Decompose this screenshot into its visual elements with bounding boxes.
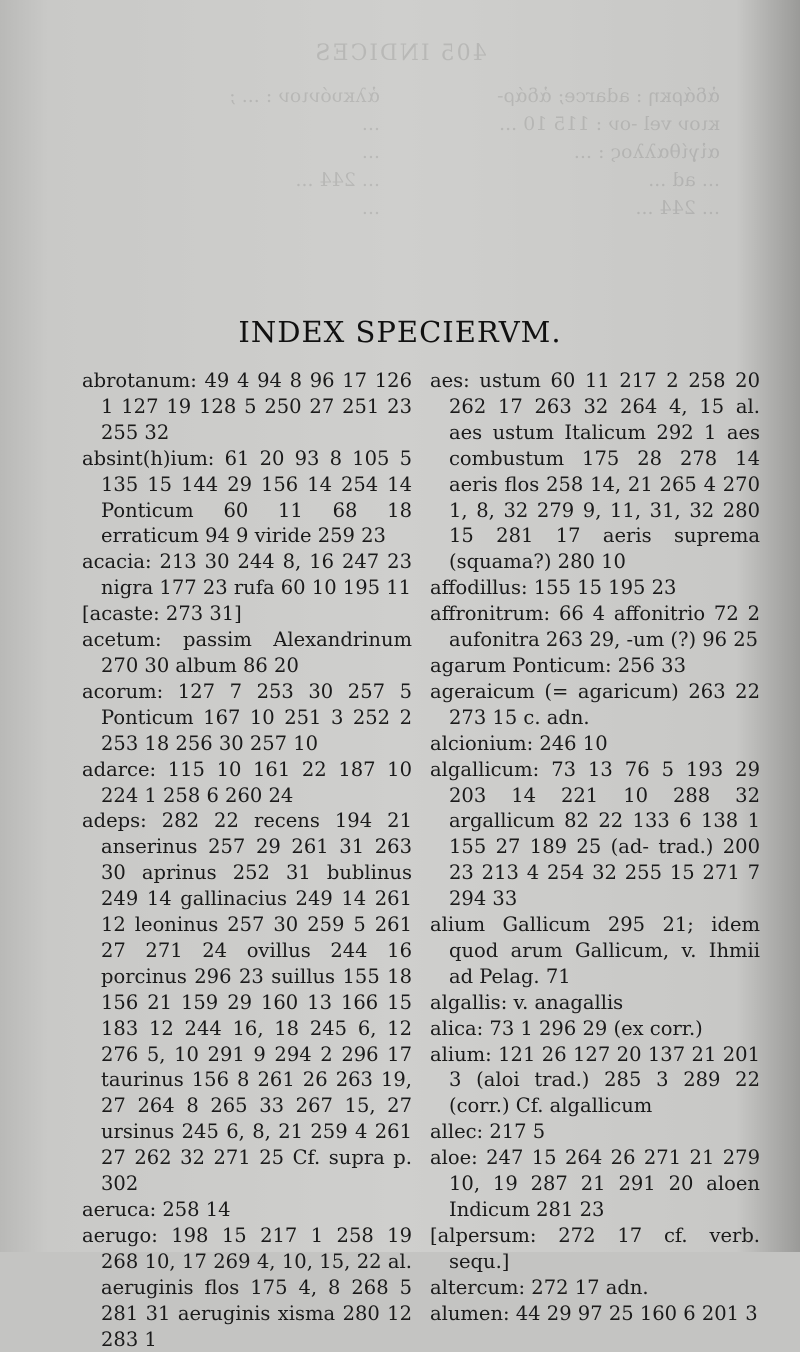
bleed-through-text (0, 0, 800, 310)
index-entry-alumen: alumen: 44 29 97 25 160 6 201 3 (430, 1301, 758, 1325)
index-entry-altercum: altercum: 272 17 adn. (430, 1275, 649, 1299)
bleed-left-column (390, 82, 720, 222)
bleed-line: ἀλκυόνιον : ... ; (229, 85, 380, 107)
right-column (430, 368, 760, 1327)
index-entry-affronitrum: affronitrum: 66 4 affonitrio 72 2 aufonitra 263 29, -um (?) 96 25 (430, 602, 760, 652)
index-entry-absinthium: absint(h)ium: 61 20 93 8 105 5 135 15 144 29 156 14 254 14 Ponticum 60 11 68 18 erraticum 94 9 viride 259 23 (82, 446, 412, 548)
index-entry-alium: alium: 121 26 127 20 137 21 201 3 (aloi trad.) 285 3 289 22 (corr.) Cf. algallicum (430, 1042, 760, 1118)
bleed-line: αἰγίθαλλος : ... (573, 141, 720, 163)
index-entry-agarum: agarum Ponticum: 256 33 (430, 653, 686, 677)
bleed-line: ... (361, 113, 380, 135)
bleed-line: κιον vel -ον : 115 10 ... (499, 113, 720, 135)
index-entry-acetum: acetum: passim Alexandrinum 270 30 album 86 20 (82, 628, 412, 677)
index-entry-aeruca: aeruca: 258 14 (82, 1198, 231, 1221)
bleed-running-head: 405 INDICES (313, 41, 487, 66)
index-entry-alpersum: [alpersum: 272 17 cf. verb. sequ.] (430, 1223, 760, 1273)
index-entry-aes: aes: ustum 60 11 217 2 258 20 262 17 263 32 264 4, 15 al. aes ustum Italicum 292 1 aes combustum 175 28 278 14 aeris flos 258 14, 21 265 4 270 1, 8, 32 279 9, 11, 31, 32 280 15 281 17 aeris suprema (squama?) 280 10 (430, 369, 760, 574)
index-entry-algallicum: algallicum: 73 13 76 5 193 29 203 14 221 10 288 32 argallicum 82 22 133 6 138 1 155 27 189 25 (ad- trad.) 200 23 213 4 254 32 255 15 271 7 294 33 (430, 757, 760, 911)
index-entry-abrotanum: abrotanum: 49 4 94 8 96 17 126 1 127 19 128 5 250 27 251 23 255 32 (82, 369, 412, 444)
bleed-line: ... 244 ... (635, 197, 720, 219)
index-entry-acaste: [acaste: 273 31] (82, 602, 242, 626)
bleed-line: ... 244 ... (295, 169, 380, 191)
index-entry-alica: alica: 73 1 296 29 (ex corr.) (430, 1016, 703, 1040)
bleed-right-column (50, 82, 380, 222)
index-entry-acorum: acorum: 127 7 253 30 257 5 Ponticum 167 10 251 3 252 2 253 18 256 30 257 10 (82, 679, 412, 755)
bleed-line: ... (361, 141, 380, 163)
index-entry-affodillus: affodillus: 155 15 195 23 (430, 576, 677, 600)
index-entry-acacia: acacia: 213 30 244 8, 16 247 23 nigra 177 23 rufa 60 10 195 11 (82, 550, 412, 600)
bleed-line: ... (361, 197, 380, 219)
index-entry-adeps: adeps: 282 22 recens 194 21 anserinus 257 29 261 31 263 30 aprinus 252 31 bublinus 249 14 gallinacius 249 14 261 12 leoninus 257 30 259 5 261 27 271 24 ovillus 244 16 porcinus 296 23 suillus 155 18 156 21 159 29 160 13 166 15 183 12 244 16, 18 245 6, 12 276 5, 10 291 9 294 2 296 17 taurinus 156 8 261 26 263 19, 27 264 8 265 33 267 15, 27 ursinus 245 6, 8, 21 259 4 261 27 262 32 271 25 Cf. supra p. 302 (82, 809, 412, 1196)
index-entry-adarce: adarce: 115 10 161 22 187 10 224 1 258 6 260 24 (82, 757, 412, 807)
left-column (82, 368, 412, 1352)
index-entry-algallis: algallis: v. anagallis (430, 990, 624, 1014)
index-entry-aloe: aloe: 247 15 264 26 271 21 279 10, 19 287 21 291 20 aloen Indicum 281 23 (430, 1146, 760, 1221)
index-entry-aerugo: aerugo: 198 15 217 1 258 19 268 10, 17 269 4, 10, 15, 22 al. aeruginis flos 175 4, 8 268 5 281 31 aeruginis xisma 280 12 283 1 (82, 1223, 412, 1351)
index-entry-allec: allec: 217 5 (430, 1120, 546, 1144)
index-entry-alium-gallicum: alium Gallicum 295 21; idem quod arum Gallicum, v. Ihmii ad Pelag. 71 (430, 913, 760, 988)
bleed-line: ἀδάρκη : adarce; ἀδάρ- (497, 85, 720, 107)
bleed-line: ... ad ... (648, 169, 720, 191)
index-title: INDEX SPECIERVM. (238, 315, 562, 349)
index-entry-ageraicum: ageraicum (= agaricum) 263 22 273 15 c. adn. (430, 679, 760, 729)
index-entry-alcionium: alcionium: 246 10 (430, 731, 608, 755)
